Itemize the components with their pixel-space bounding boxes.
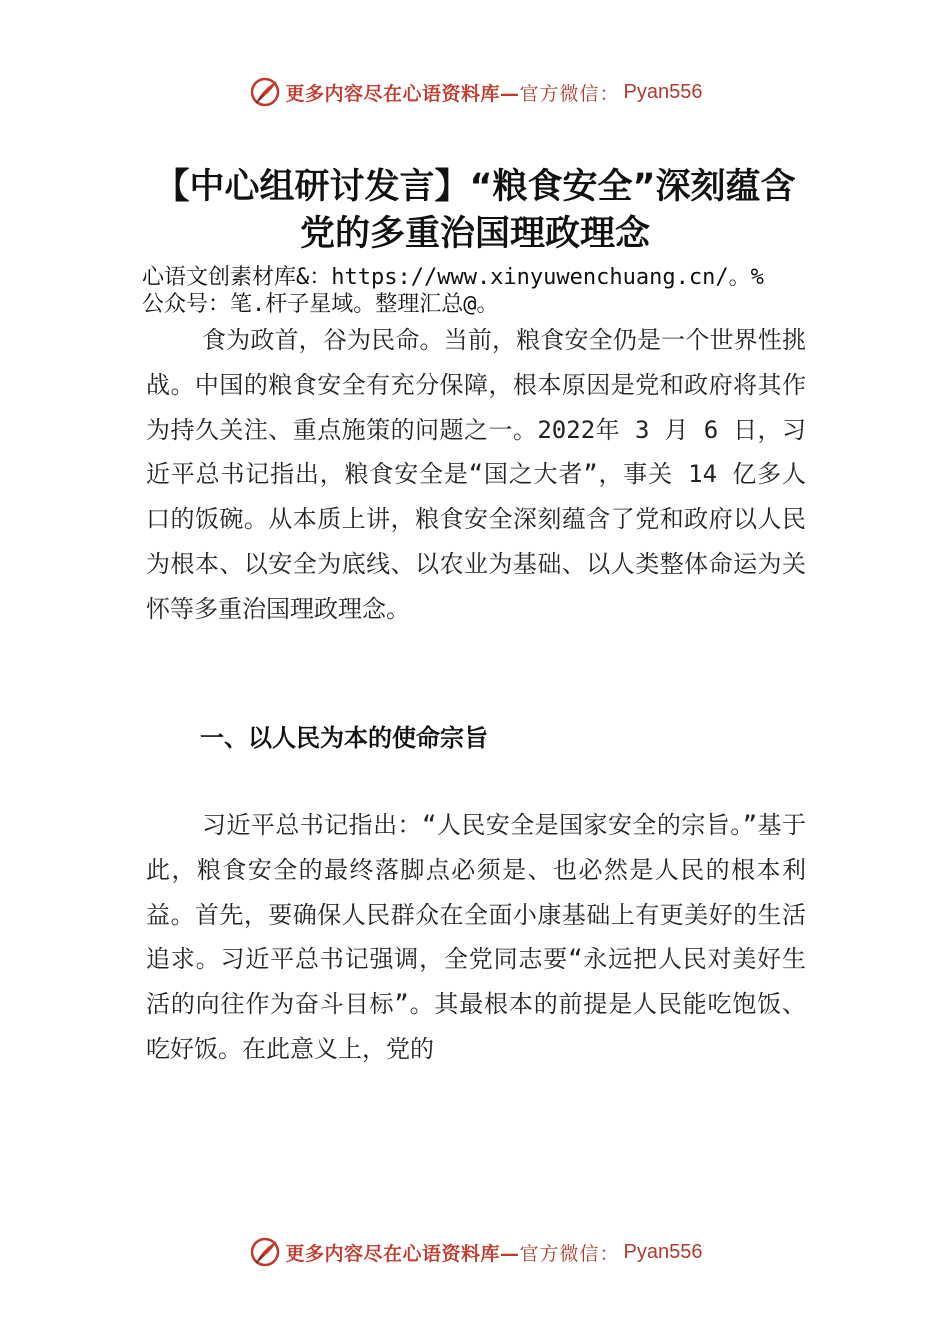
body-paragraph-section1: 习近平总书记指出：“人民安全是国家安全的宗旨。”基于此，粮食安全的最终落脚点必须是、也必然是人民的根本利益。首先，要确保人民群众在全面小康基础上有更美好的生活追求。习近平总书记强调，全党同志要“永远把人民对美好生活的向往作为奋斗目标”。其最根本的前提是人民能吃饱饭、吃好饭。在此意义上，党的 (146, 811, 806, 1063)
banner-wechat-id: Pyan556 (623, 1240, 703, 1263)
banner-text: 更多内容尽在心语资料库— (285, 1242, 520, 1265)
section-heading: 一、以人民为本的使命宗旨 (200, 724, 488, 752)
publisher-line: 公众号：笔.杆子星域。整理汇总@。 (142, 292, 499, 317)
banner-text: 更多内容尽在心语资料库— (285, 82, 520, 105)
banner-wechat-label: 官方微信： (519, 1242, 620, 1265)
document-title-line2: 党的多重治国理政理念 (299, 214, 650, 254)
banner-wechat-label: 官方微信： (519, 82, 620, 105)
quill-logo-icon (248, 1235, 282, 1269)
banner-wechat-id: Pyan556 (623, 80, 703, 103)
quill-logo-icon (248, 75, 282, 109)
body-paragraph-intro: 食为政首，谷为民命。当前，粮食安全仍是一个世界性挑战。中国的粮食安全有充分保障，根本原因是党和政府将其作为持久关注、重点施策的问题之一。2022年 3 月 6 日，习近平总书记指出，粮食安全是“国之大者”，事关 14 亿多人口的饭碗。从本质上讲，粮食安全深刻蕴含了党和政府以人民为根本、以安全为底线、以农业为基础、以人类整体命运为关怀等多重治国理政理念。 (146, 326, 806, 623)
document-title-line1: 【中心组研讨发言】“粮食安全”深刻蕴含 (154, 167, 796, 207)
source-line: 心语文创素材库&：https://www.xinyuwenchuang.cn/。% (142, 265, 764, 290)
footer-banner (0, 1232, 950, 1272)
header-banner (0, 72, 950, 112)
